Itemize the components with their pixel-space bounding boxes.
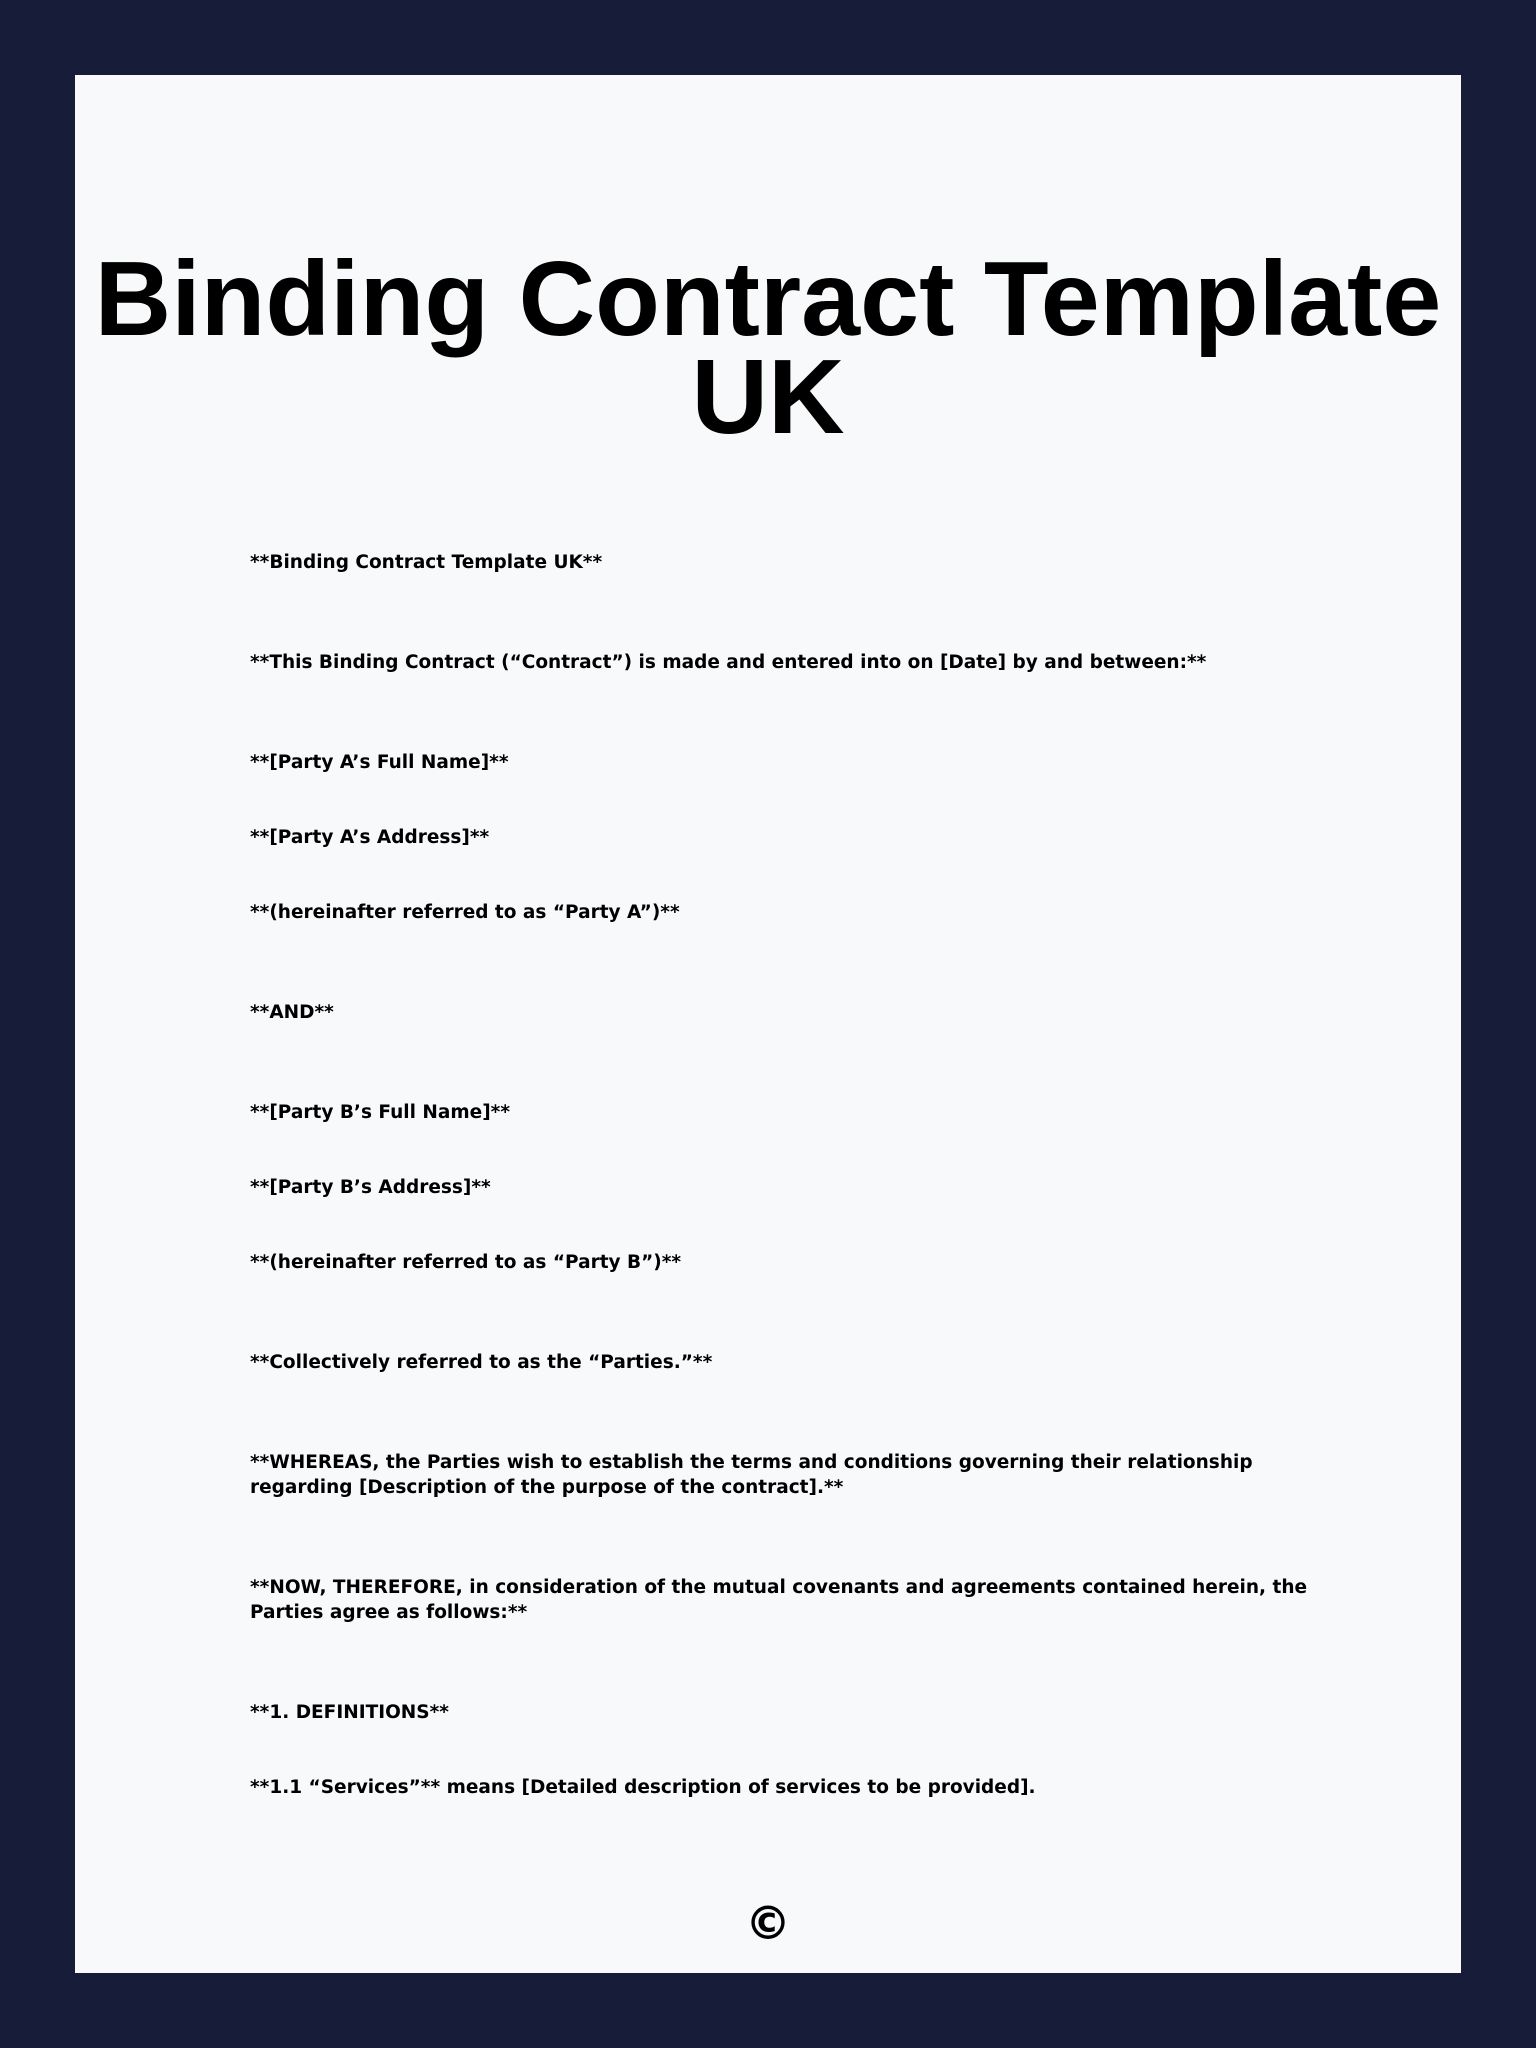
whereas-clause: **WHEREAS, the Parties wish to establish the terms and conditions governing their relationship regarding [Description of the purpose of the contract].** [250, 1452, 1253, 1498]
section-definitions-heading: **1. DEFINITIONS** [250, 1702, 449, 1723]
and-separator: **AND** [250, 1002, 334, 1023]
party-a-reference: **(hereinafter referred to as “Party A”)** [250, 902, 680, 923]
parties-collective: **Collectively referred to as the “Parties.”** [250, 1352, 713, 1373]
document-page [75, 75, 1461, 1973]
document-title: Binding Contract Template UK [94, 240, 1442, 456]
party-a-address: **[Party A’s Address]** [250, 827, 490, 848]
definition-services: **1.1 “Services”** means [Detailed description of services to be provided]. [250, 1777, 1036, 1798]
contract-heading: **Binding Contract Template UK** [250, 552, 603, 573]
party-b-name: **[Party B’s Full Name]** [250, 1102, 511, 1123]
party-b-reference: **(hereinafter referred to as “Party B”)** [250, 1252, 682, 1273]
party-b-address: **[Party B’s Address]** [250, 1177, 491, 1198]
now-therefore-clause: **NOW, THEREFORE, in consideration of the mutual covenants and agreements contained herein, the Parties agree as follows:** [250, 1577, 1308, 1623]
copyright-icon: © [745, 1896, 791, 1950]
contract-intro: **This Binding Contract (“Contract”) is made and entered into on [Date] by and between:** [250, 652, 1207, 673]
party-a-name: **[Party A’s Full Name]** [250, 752, 509, 773]
